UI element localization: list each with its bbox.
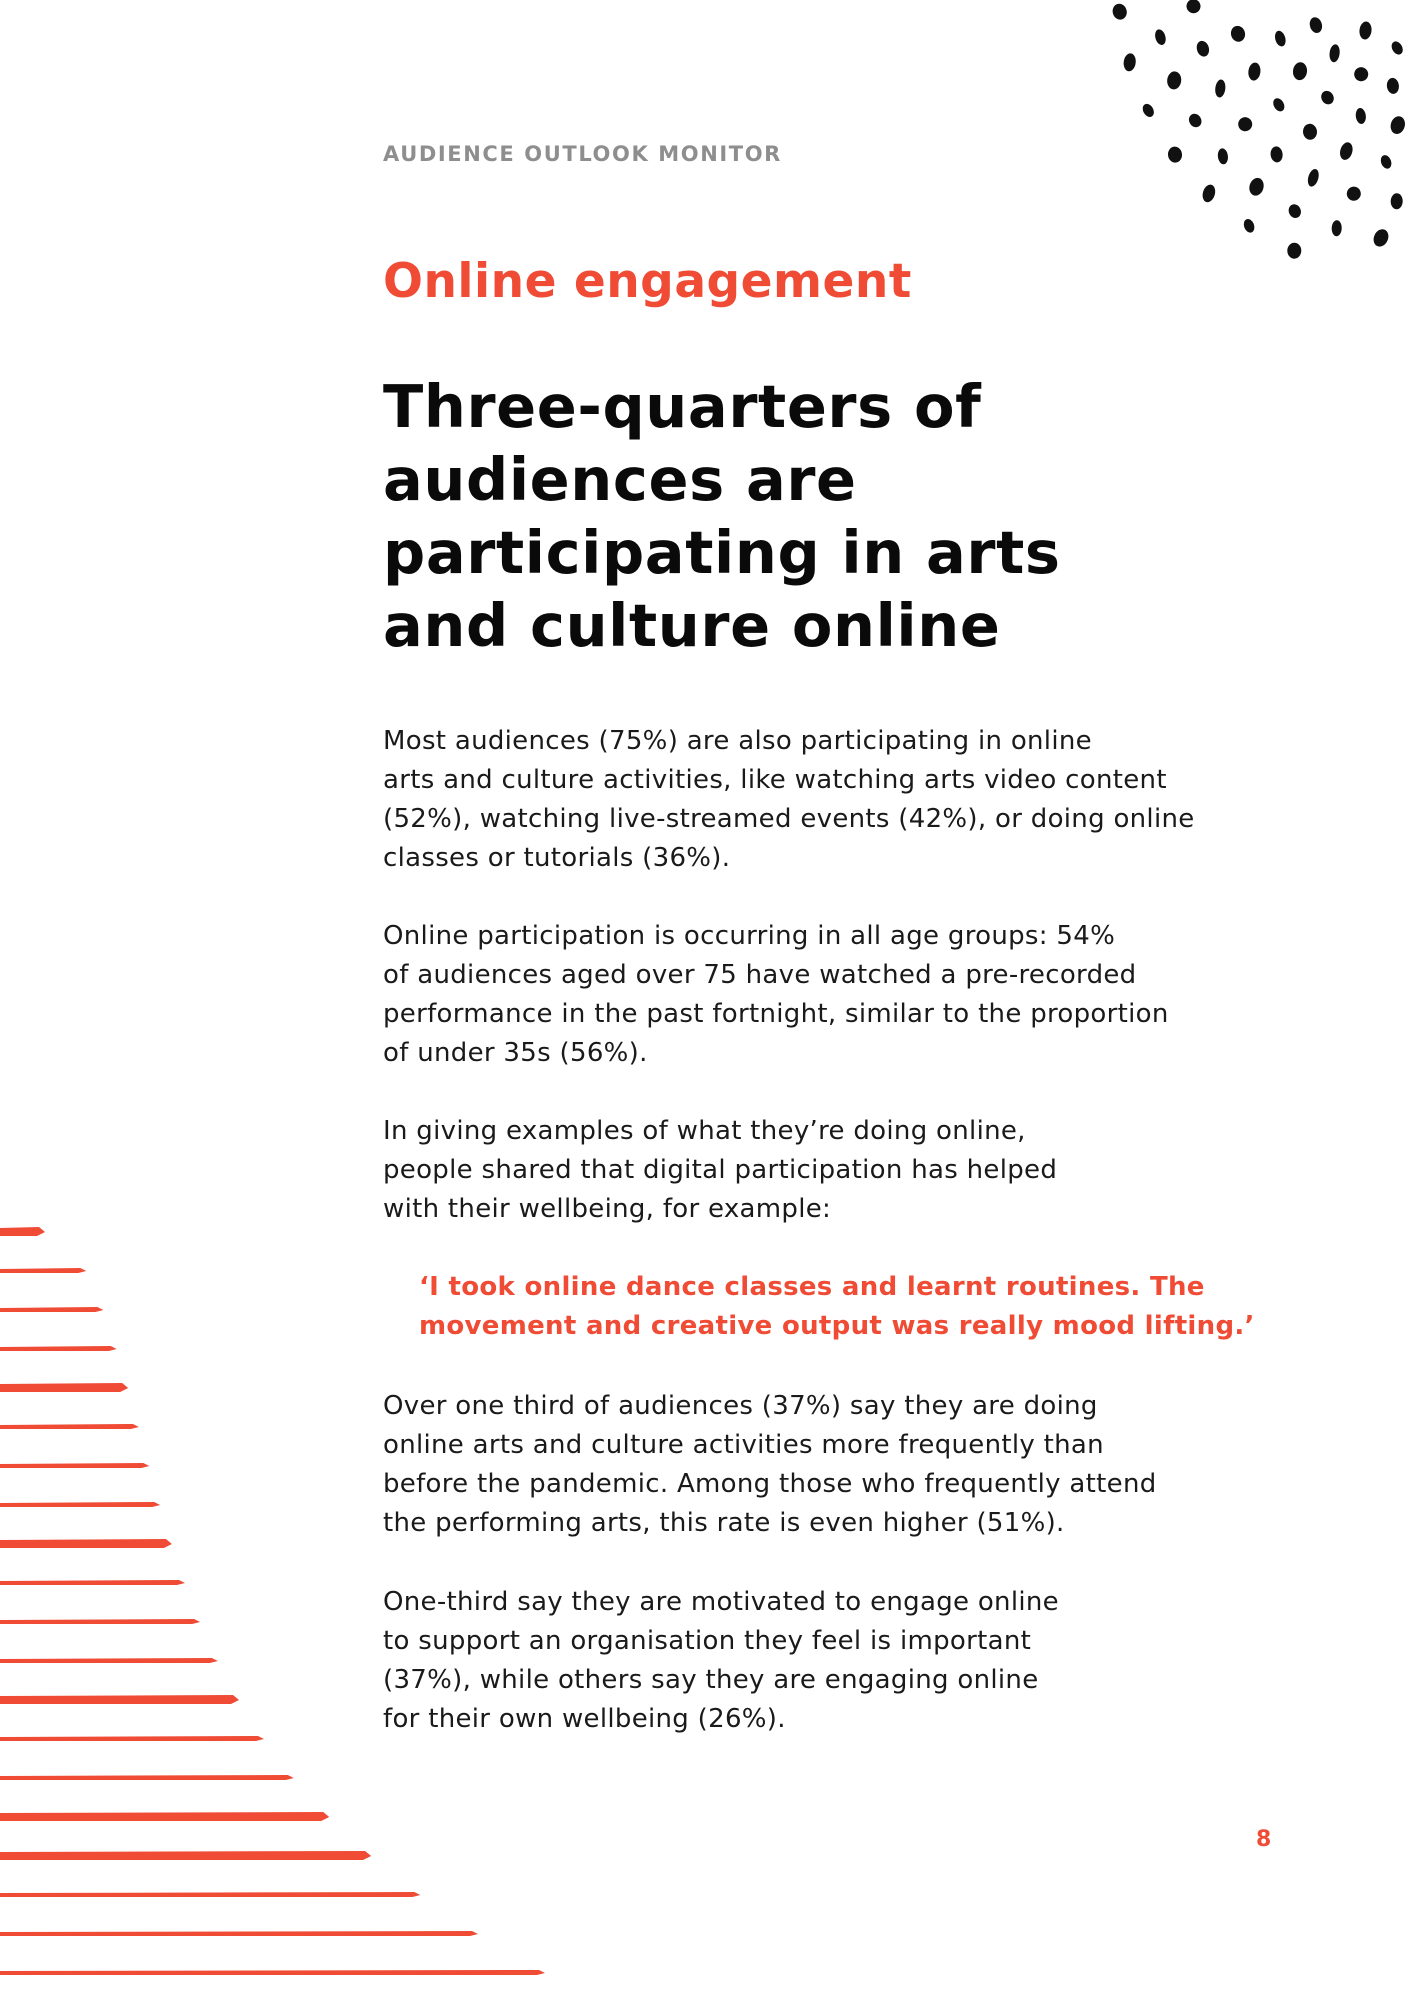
- decorative-dot: [1331, 220, 1342, 236]
- body-paragraph-age-groups: [383, 917, 1283, 1073]
- decorative-stripe: [0, 1851, 371, 1860]
- text-line: of audiences aged over 75 have watched a pre-recorded: [383, 960, 1137, 990]
- decorative-stripe: [0, 1775, 294, 1780]
- decorative-dot: [1389, 115, 1407, 136]
- decorative-stripe: [0, 1539, 172, 1548]
- decorative-stripe: [0, 1658, 218, 1663]
- decorative-stripe: [0, 1268, 86, 1273]
- decorative-dot: [1302, 123, 1318, 141]
- decorative-dot: [1390, 193, 1403, 209]
- decorative-stripe: [0, 1695, 239, 1704]
- decorative-dot: [1319, 89, 1336, 107]
- decorative-dot: [1273, 30, 1287, 48]
- body-paragraph-motivation: [383, 1583, 1283, 1739]
- decorative-stripe: [0, 1812, 329, 1821]
- headline-line: audiences are: [383, 445, 857, 514]
- body-paragraph-examples: [383, 1112, 1283, 1229]
- text-line: with their wellbeing, for example:: [383, 1194, 832, 1224]
- decorative-dot: [1292, 61, 1308, 81]
- text-line: Over one third of audiences (37%) say they are doing: [383, 1391, 1098, 1421]
- decorative-dot: [1270, 146, 1284, 163]
- decorative-dot: [1217, 148, 1229, 165]
- body-paragraph-frequency: [383, 1387, 1283, 1543]
- body-paragraph-participation: [383, 722, 1283, 878]
- text-line: to support an organisation they feel is important: [383, 1626, 1032, 1656]
- decorative-stripe: [0, 1424, 139, 1429]
- text-line: for their own wellbeing (26%).: [383, 1704, 786, 1734]
- decorative-dot: [1236, 115, 1255, 134]
- text-line: people shared that digital participation has helped: [383, 1155, 1058, 1185]
- decorative-dot: [1287, 242, 1302, 258]
- headline: [383, 370, 1143, 662]
- decorative-dot: [1201, 183, 1217, 204]
- text-line: (52%), watching live-streamed events (42%), or doing online: [383, 804, 1195, 834]
- decorative-dot: [1187, 111, 1204, 129]
- decorative-stripe: [0, 1892, 420, 1897]
- text-line: before the pandemic. Among those who frequently attend: [383, 1469, 1157, 1499]
- text-line: of under 35s (56%).: [383, 1038, 648, 1068]
- decorative-dot: [1247, 62, 1261, 81]
- decorative-stripe: [0, 1463, 149, 1468]
- decorative-dot: [1379, 154, 1393, 171]
- headline-line: and culture online: [383, 591, 1001, 660]
- decorative-dot-pattern: [1080, 0, 1414, 260]
- decorative-dot: [1389, 39, 1405, 56]
- decorative-dot: [1184, 0, 1202, 15]
- decorative-stripe: [0, 1502, 160, 1507]
- decorative-dot: [1355, 107, 1367, 124]
- decorative-dot: [1214, 79, 1226, 98]
- text-line: Most audiences (75%) are also participating in online: [383, 726, 1092, 756]
- decorative-dot: [1229, 24, 1247, 43]
- decorative-dot: [1123, 53, 1137, 72]
- text-line: One-third say they are motivated to engage online: [383, 1587, 1059, 1617]
- decorative-stripe: [0, 1619, 200, 1624]
- text-line: performance in the past fortnight, similar to the proportion: [383, 999, 1169, 1029]
- page-number: 8: [1256, 1827, 1272, 1852]
- headline-line: Three-quarters of: [383, 372, 982, 441]
- text-line: In giving examples of what they’re doing online,: [383, 1116, 1026, 1146]
- decorative-dot: [1166, 71, 1182, 91]
- decorative-dot: [1140, 102, 1156, 119]
- quote-line: movement and creative output was really mood lifting.’: [419, 1311, 1255, 1341]
- quote-line: ‘I took online dance classes and learnt routines. The: [419, 1272, 1205, 1302]
- decorative-dot: [1167, 146, 1183, 164]
- decorative-stripe: [0, 1346, 117, 1351]
- decorative-dot: [1242, 217, 1256, 234]
- decorative-stripe: [0, 1931, 478, 1936]
- decorative-dot: [1247, 176, 1265, 197]
- decorative-dot: [1306, 168, 1321, 188]
- text-line: Online participation is occurring in all age groups: 54%: [383, 921, 1116, 951]
- decorative-dot: [1386, 77, 1400, 94]
- decorative-dot: [1371, 227, 1391, 249]
- decorative-stripe: [0, 1383, 128, 1392]
- pull-quote: [419, 1268, 1319, 1346]
- decorative-stripe: [0, 1736, 264, 1741]
- decorative-dot: [1338, 141, 1354, 162]
- section-title: Online engagement: [383, 254, 912, 309]
- text-line: online arts and culture activities more frequently than: [383, 1430, 1104, 1460]
- text-line: arts and culture activities, like watching arts video content: [383, 765, 1167, 795]
- decorative-dot: [1352, 65, 1371, 84]
- decorative-stripe: [0, 1970, 545, 1975]
- decorative-dot: [1358, 21, 1372, 40]
- decorative-dot: [1345, 185, 1363, 203]
- decorative-dot: [1111, 2, 1129, 21]
- headline-line: participating in arts: [383, 518, 1061, 587]
- decorative-dot: [1271, 96, 1287, 113]
- decorative-stripe: [0, 1307, 103, 1312]
- decorative-dot: [1287, 202, 1303, 219]
- decorative-dot: [1329, 44, 1341, 63]
- text-line: the performing arts, this rate is even higher (51%).: [383, 1508, 1065, 1538]
- publication-title: AUDIENCE OUTLOOK MONITOR: [383, 142, 782, 166]
- text-line: classes or tutorials (36%).: [383, 843, 731, 873]
- decorative-stripe: [0, 1227, 45, 1236]
- decorative-stripe: [0, 1580, 185, 1585]
- decorative-dot: [1153, 28, 1167, 46]
- text-line: (37%), while others say they are engaging online: [383, 1665, 1039, 1695]
- decorative-dot: [1195, 39, 1211, 58]
- decorative-dot: [1308, 16, 1324, 35]
